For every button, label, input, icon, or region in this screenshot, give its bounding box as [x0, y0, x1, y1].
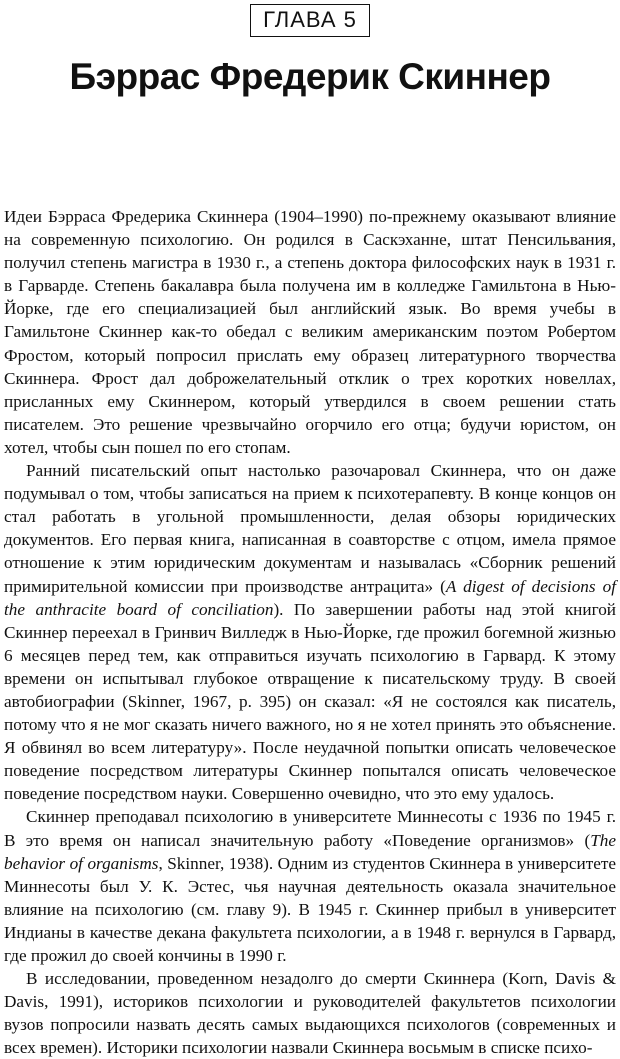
paragraph-3-book-title: The behavior of organisms [4, 830, 616, 873]
paragraph-3 [4, 805, 616, 967]
paragraph-2-text-a: Ранний писательский опыт настолько разочаровал Скиннера, что он даже подумывал о том, чтобы записаться на прием к психотерапевту. В конце концов он стал работать в угольной промышленности, делая обзоры юридических документов. Его первая книга, написанная в соавторстве с отцом, имела прямое отношение к этим юридическим документам и называлась «Сборник решений примирительной комиссии при производстве антрацита» ( [4, 461, 616, 596]
paragraph-4 [4, 967, 616, 1059]
chapter-title: Бэррас Фредерик Скиннер [69, 56, 551, 97]
paragraph-2 [4, 459, 616, 805]
paragraph-3-text-a: Скиннер преподавал психологию в университете Миннесоты с 1936 по 1945 г. В это время он написал значительную работу «Поведение организмов» ( [4, 807, 616, 850]
paragraph-3-text-b: , Skinner, 1938). Одним из студентов Скиннера в университете Миннесоты был У. К. Эстес, чья научная деятельность оказала значительное влияние на психологию (см. главу 9). В 1945 г. Скиннер прибыл в университет Индианы в качестве декана факультета психологии, а в 1948 г. вернулся в Гарвард, где прожил до своей кончины в 1990 г. [4, 853, 616, 965]
chapter-label: ГЛАВА 5 [250, 4, 370, 37]
paragraph-1 [4, 205, 616, 459]
body-text [4, 205, 616, 1059]
paragraph-2-text-b: ). По завершении работы над этой книгой Скиннер переехал в Гринвич Вилледж в Нью-Йорке, где прожил богемной жизнью 6 месяцев перед тем, как отправиться изучать психологию в Гарвард. К этому времени он испытывал глубокое отвращение к писательскому труду. В своей автобиографии (Skinner, 1967, p. 395) он сказал: «Я не состоялся как писатель, потому что я не мог сказать ничего важного, но я не хотел принять это объяснение. Я обвинял во всем литературу». После неудачной попытки описать человеческое поведение посредством литературы Скиннер попытался описать человеческое поведение посредством науки. Совершенно очевидно, что это ему удалось. [4, 599, 616, 804]
paragraph-4-text: В исследовании, проведенном незадолго до смерти Скиннера (Korn, Davis & Davis, 1991), историков психологии и руководителей факультетов психологии вузов попросили назвать десять самых выдающихся психологов (современных и всех времен). Историки психологии назвали Скиннера восьмым в списке психо- [4, 969, 616, 1058]
paragraph-2-book-title: A digest of decisions of the anthracite board of conciliation [4, 576, 616, 619]
paragraph-1-text: Идеи Бэрраса Фредерика Скиннера (1904–1990) по-прежнему оказывают влияние на современную психологию. Он родился в Саскэханне, штат Пенсильвания, получил степень магистра в 1930 г., а степень доктора философских наук в 1931 г. в Гарварде. Степень бакалавра была получена им в колледже Гамильтона в Нью-Йорке, где его специализацией был английский язык. Во время учебы в Гамильтоне Скиннер как-то обедал с великим американским поэтом Робертом Фростом, который попросил прислать ему образец литературного творчества Скиннера. Фрост дал доброжелательный отклик о трех коротких новеллах, присланных ему Скиннером, который утвердился в своем решении стать писателем. Это решение чрезвычайно огорчило его отца; будучи юристом, он хотел, чтобы сын пошел по его стопам. [4, 207, 616, 457]
chapter-label-wrapper [0, 4, 620, 37]
